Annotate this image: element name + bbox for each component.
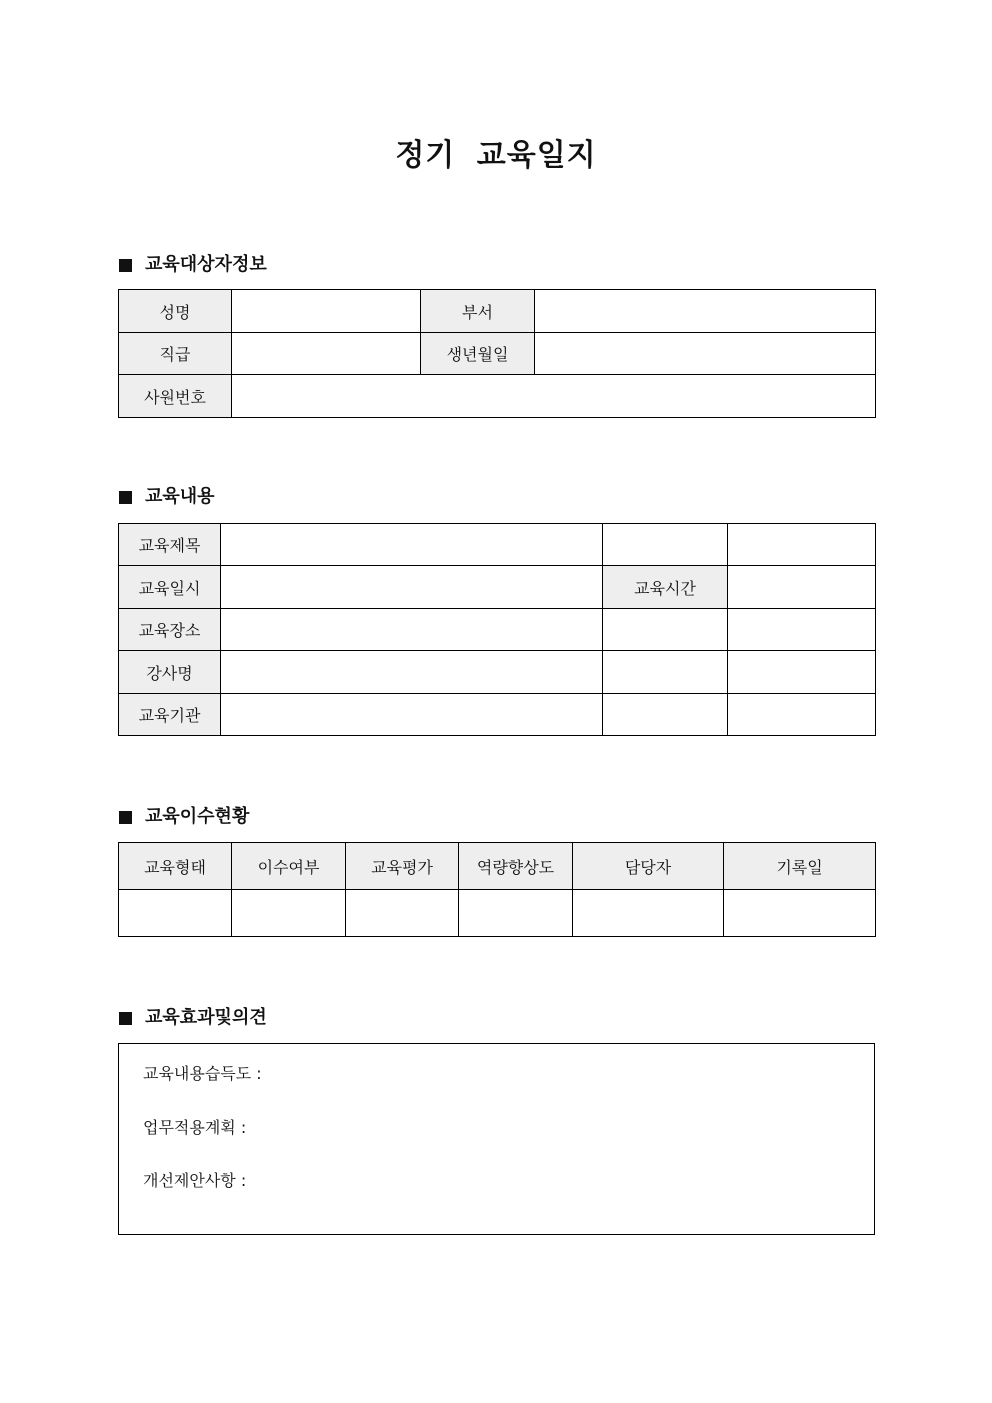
birthdate-label: 생년월일 xyxy=(421,333,535,375)
section-title: 교육이수현황 xyxy=(145,806,250,827)
section-title: 교육대상자정보 xyxy=(145,254,267,275)
employee-no-field[interactable] xyxy=(232,375,876,418)
column-header: 담당자 xyxy=(573,843,724,890)
table-row xyxy=(119,609,876,651)
table-row xyxy=(119,651,876,694)
institution-label: 교육기관 xyxy=(119,694,221,736)
employee-no-label: 사원번호 xyxy=(119,375,232,418)
department-field[interactable] xyxy=(535,290,876,333)
section-title: 교육효과및의견 xyxy=(145,1007,267,1028)
extra-value-field[interactable] xyxy=(728,651,876,694)
completion-table xyxy=(118,842,876,937)
course-hours-field[interactable] xyxy=(728,566,876,609)
content-table xyxy=(118,523,876,736)
course-title-field[interactable] xyxy=(221,524,603,566)
section-heading-effect xyxy=(119,1006,267,1030)
record-date-field[interactable] xyxy=(724,890,876,937)
suggestion-label: 개선제안사항 : xyxy=(143,1171,247,1190)
course-date-label: 교육일시 xyxy=(119,566,221,609)
table-row xyxy=(119,524,876,566)
institution-field[interactable] xyxy=(221,694,603,736)
column-header: 이수여부 xyxy=(232,843,346,890)
training-type-field[interactable] xyxy=(119,890,232,937)
application-label: 업무적용계획 : xyxy=(143,1118,247,1137)
department-label: 부서 xyxy=(421,290,535,333)
name-field[interactable] xyxy=(232,290,421,333)
improvement-field[interactable] xyxy=(459,890,573,937)
course-title-label: 교육제목 xyxy=(119,524,221,566)
target-info-table xyxy=(118,289,876,418)
course-location-label: 교육장소 xyxy=(119,609,221,651)
column-header: 기록일 xyxy=(724,843,876,890)
completion-status-field[interactable] xyxy=(232,890,346,937)
section-heading-content xyxy=(119,485,215,509)
extra-label-cell xyxy=(603,609,728,651)
evaluation-field[interactable] xyxy=(346,890,459,937)
instructor-field[interactable] xyxy=(221,651,603,694)
page-title: 정기 교육일지 xyxy=(395,138,597,173)
course-date-field[interactable] xyxy=(221,566,603,609)
course-location-field[interactable] xyxy=(221,609,603,651)
square-bullet-icon xyxy=(119,259,132,272)
column-header: 역량향상도 xyxy=(459,843,573,890)
position-field[interactable] xyxy=(232,333,421,375)
extra-label-cell xyxy=(603,651,728,694)
table-row xyxy=(119,890,876,937)
table-header-row xyxy=(119,843,876,890)
table-row xyxy=(119,566,876,609)
course-hours-label: 교육시간 xyxy=(603,566,728,609)
square-bullet-icon xyxy=(119,1012,132,1025)
extra-label-cell xyxy=(603,524,728,566)
position-label: 직급 xyxy=(119,333,232,375)
square-bullet-icon xyxy=(119,811,132,824)
opinion-box[interactable] xyxy=(118,1043,875,1235)
table-row xyxy=(119,694,876,736)
section-heading-target-info xyxy=(119,253,267,277)
mastery-label: 교육내용습득도 : xyxy=(143,1064,262,1083)
manager-field[interactable] xyxy=(573,890,724,937)
name-label: 성명 xyxy=(119,290,232,333)
column-header: 교육형태 xyxy=(119,843,232,890)
extra-value-field[interactable] xyxy=(728,609,876,651)
section-title: 교육내용 xyxy=(145,486,215,507)
extra-value-field[interactable] xyxy=(728,694,876,736)
instructor-label: 강사명 xyxy=(119,651,221,694)
birthdate-field[interactable] xyxy=(535,333,876,375)
section-heading-completion xyxy=(119,805,249,829)
extra-label-cell xyxy=(603,694,728,736)
square-bullet-icon xyxy=(119,491,132,504)
extra-value-field[interactable] xyxy=(728,524,876,566)
column-header: 교육평가 xyxy=(346,843,459,890)
